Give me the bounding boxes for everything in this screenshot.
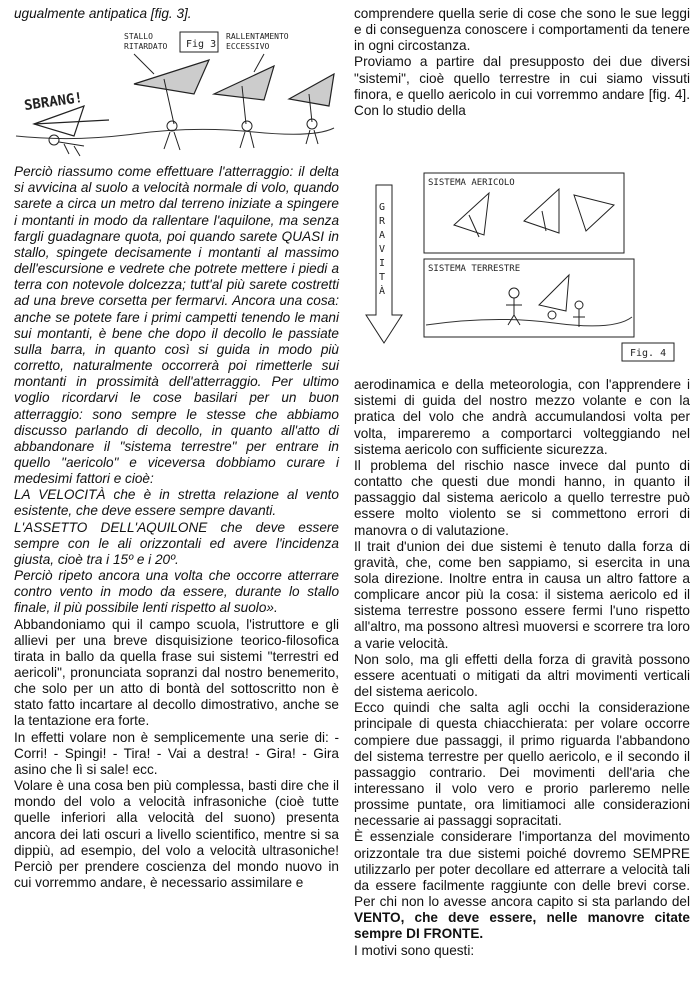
- figure-4: [354, 165, 690, 365]
- right-paragraph-6: Non solo, ma gli effetti della forza di gravità possono essere acentuati o mitigati da altri movimenti verticali del sistema aericolo.: [354, 651, 690, 700]
- right-paragraph-8-text: È essenziale considerare l'importanza del movimento orizzontale tra due sistemi poiché dovremo SEMPRE utilizzarlo per poter decollare ed atterrare a velocità tali da essere facilmente raggiunte con delle brevi corse. Per chi non lo avesse ancora capito si sta parlando del: [354, 829, 690, 910]
- fig3-sbrang: SBRANG!: [23, 90, 84, 115]
- right-paragraph-5: Il trait d'union dei due sistemi è tenuto dalla forza di gravità, che, come ben sappiamo, si esercita in una sola direzione. Inoltre entra in causa un altro fattore a complicare ancor più la cosa: il sistema aericolo ed il sistema terrestre possono essere fermi l'uno rispetto all'altro, ma possono altresì muoversi e scorrere tra loro a varie velocità.: [354, 538, 690, 651]
- left-paragraph-7: Volare è una cosa ben più complessa, basti dire che il mondo del volo a velocità infrasoniche (cioè tutte quelle inferiori alla velocità del suono) presenta ancora dei lati oscuri a livello scientifico, mentre si sa dippiù, ad esempio, del volo a velocità ultrasoniche! Perciò per prendere coscienza del mondo nuovo in cui vorremmo andare, è necessario assimilare e: [14, 778, 339, 891]
- fig4-bottom-label: SISTEMA TERRESTRE: [428, 264, 521, 275]
- fig4-label: Fig. 4: [630, 348, 667, 360]
- right-paragraph-2: Proviamo a partire dal presupposto dei due diversi "sistemi", cioè quello terrestre in cui siamo vissuti finora, e quello aericolo in cui vorremmo andare [fig. 4]. Con lo studio della: [354, 54, 690, 118]
- fig4-side-label: GRAVITÀ: [379, 202, 386, 298]
- left-paragraph-2: LA VELOCITÀ che è in stretta relazione al vento esistente, che deve essere sempre davanti.: [14, 487, 339, 519]
- right-paragraph-3: aerodinamica e della meteorologia, con l'apprendere i sistemi di guida del nostro mezzo volante e con la pratica del volo che andrà accumulandosi volta per volta, impareremo a comportarci volteggiando nel sistema aericolo con sufficiente sicurezza.: [354, 377, 690, 457]
- right-paragraph-4: Il problema del rischio nasce invece dal punto di contatto che questi due mondi hanno, in quanto il passaggio dal sistema aericolo a quello terrestre può essere molto violento se si commettono errori di manovra o di valutazione.: [354, 457, 690, 538]
- left-paragraph-3: L'ASSETTO DELL'AQUILONE che deve essere sempre con le ali orizzontali ed avere l'incidenza giusta, cioè tra i 15º e i 20º.: [14, 519, 339, 567]
- intro-line: ugualmente antipatica [fig. 3].: [14, 6, 192, 21]
- left-paragraph-1: Perciò riassumo come effettuare l'atterraggio: il delta si avvicina al suolo a velocità normale di volo, quando sarete a circa un metro dal terreno iniziate a spingere i montanti in modo da rallentare l'aquilone, ma senza fargli guadagnare quota, poi quando sarete QUASI in stallo, spingete decisamente i montanti al massimo dell'escursione e vedrete che potrete mettere i piedi a terra con notevole dolcezza; tutt'al più sarete costretti ad una breve corsetta per fermarvi. Ancora una cosa: anche se potete fare i primi campetti tenendo le mani sui montanti, è bene che dopo il decollo le passiate sulla barra, in quanto così si guida in modo più corretto, naturalmente occorrerà poi rimetterle sui montanti in prossimità dell'atterraggio. Per ultimo voglio ricordarvi le cose basilari per un buon atterraggio: sono sempre le stesse che abbiamo discusso parlando di decollo, in quanto all'atto di abbandonare il "sistema terrestre" per entrare in quello "aericolo" e viceversa dobbiamo curare i medesimi fattori e cioè:: [14, 164, 339, 487]
- right-paragraph-7: Ecco quindi che salta agli occhi la considerazione principale di questa chiacchierata: per volare occorre compiere due passaggi, il primo riguarda l'abbandono del sistema terrestre per quello aericolo, e il secondo il passaggio contrario. Dei movimenti dell'aria che interessano il volo vero e prorio parleremo nelle prossime puntate, ora limitiamoci alle considerazioni necessarie ai passaggi sopracitati.: [354, 700, 690, 829]
- right-paragraph-9: I motivi sono questi:: [354, 942, 475, 958]
- left-column: [14, 0, 339, 891]
- fig4-top-label: SISTEMA AERICOLO: [428, 178, 515, 189]
- left-paragraph-6: In effetti volare non è semplicemente una serie di: - Corri! - Spingi! - Tira! - Vai a destra! - Gira! - Gira asino che lì si sale! ecc.: [14, 729, 339, 777]
- figure-3: [14, 24, 339, 164]
- fig3-label: Fig 3: [186, 39, 217, 51]
- right-paragraph-1: comprendere quella serie di cose che sono le sue leggi e di conseguenza conoscere i comportamenti da tenere in ogni circostanza.: [354, 6, 690, 54]
- right-paragraph-8-bold: VENTO, che deve essere, nelle manovre citate sempre DI FRONTE.: [354, 910, 690, 942]
- left-paragraph-4: Perciò ripeto ancora una volta che occorre atterrare contro vento in modo da essere, durante lo stallo finale, il più possibile lenti rispetto al suolo».: [14, 568, 339, 616]
- fig3-caption-b: RALLENTAMENTO ECCESSIVO: [226, 32, 289, 52]
- figure-4-drawing: [354, 165, 690, 365]
- right-column: [354, 0, 690, 959]
- left-paragraph-5: Abbandoniamo qui il campo scuola, l'istruttore e gli allievi per una breve disquisizione teorico-filosofica tirata in ballo da quella frase sui sistemi "terrestri ed aericoli", pronunciata sopranzi dal nostro benemerito, che solo per un atto di bontà del sottoscritto non è stato fatto incartare al decollo dimostrativo, anche se la tentazione era forte.: [14, 616, 339, 729]
- right-paragraph-8: [354, 829, 690, 942]
- fig3-caption-a: STALLO RITARDATO: [124, 32, 168, 52]
